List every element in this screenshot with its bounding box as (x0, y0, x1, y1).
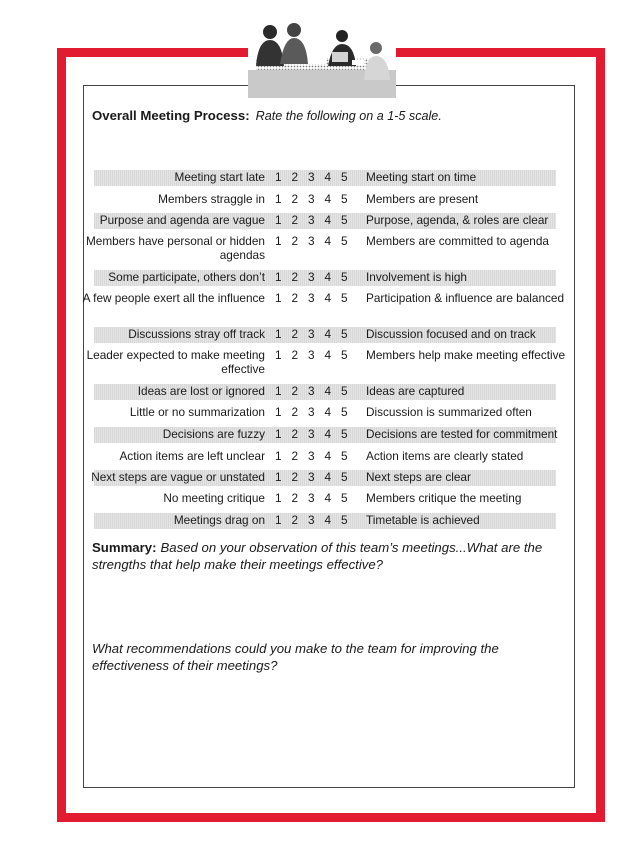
strengths-question: Based on your observation of this team’s meetings...What are the strengths that help make their meetings effective? (92, 540, 543, 572)
rating-option[interactable]: 2 (291, 513, 299, 527)
negative-statement: Next steps are vague or unstated (91, 470, 265, 484)
rating-option[interactable]: 4 (324, 405, 332, 419)
rating-option[interactable]: 5 (341, 384, 348, 398)
rating-scale (275, 384, 358, 398)
negative-statement: Purpose and agenda are vague (99, 213, 265, 227)
negative-statement: Some participate, others don’t (108, 270, 265, 284)
rating-option[interactable]: 3 (308, 270, 315, 284)
rating-option[interactable]: 4 (324, 213, 332, 227)
negative-statement: Members have personal or hidden agendas (85, 234, 265, 262)
rating-scale (275, 513, 358, 527)
rating-option[interactable]: 5 (341, 427, 348, 441)
rating-option[interactable]: 5 (341, 470, 348, 484)
rating-scale (275, 449, 358, 463)
rating-option[interactable]: 4 (324, 449, 332, 463)
rating-scale (275, 213, 358, 227)
rating-option[interactable]: 1 (275, 470, 282, 484)
rating-scale (275, 491, 358, 505)
rating-option[interactable]: 2 (291, 491, 299, 505)
rating-option[interactable]: 1 (275, 491, 282, 505)
rating-option[interactable]: 2 (291, 470, 299, 484)
rating-option[interactable]: 2 (291, 192, 299, 206)
rating-option[interactable]: 4 (324, 170, 332, 184)
rating-option[interactable]: 3 (308, 192, 315, 206)
rating-option[interactable]: 2 (291, 427, 299, 441)
rating-option[interactable]: 3 (308, 427, 315, 441)
rating-option[interactable]: 5 (341, 291, 348, 305)
rating-option[interactable]: 3 (308, 348, 315, 362)
positive-statement: Timetable is achieved (366, 513, 480, 527)
rating-option[interactable]: 4 (324, 491, 332, 505)
rating-option[interactable]: 1 (275, 513, 282, 527)
positive-statement: Action items are clearly stated (366, 449, 524, 463)
rating-option[interactable]: 1 (275, 234, 282, 248)
rating-scale (275, 270, 358, 284)
negative-statement: Discussions stray off track (128, 327, 265, 341)
rating-scale (275, 291, 358, 305)
rating-option[interactable]: 3 (308, 384, 315, 398)
rating-option[interactable]: 4 (324, 327, 332, 341)
rating-option[interactable]: 5 (341, 327, 348, 341)
rating-option[interactable]: 3 (308, 213, 315, 227)
rating-option[interactable]: 1 (275, 270, 282, 284)
rating-option[interactable]: 2 (291, 170, 299, 184)
recommendations-question: What recommendations could you make to the team for improving the effectiveness of their meetings? (92, 641, 499, 673)
rating-option[interactable]: 5 (341, 513, 348, 527)
rating-option[interactable]: 1 (275, 170, 282, 184)
rating-option[interactable]: 2 (291, 327, 299, 341)
rating-scale (275, 427, 358, 441)
rating-instruction: Rate the following on a 1-5 scale. (255, 109, 442, 123)
rating-option[interactable]: 4 (324, 513, 332, 527)
positive-statement: Next steps are clear (366, 470, 471, 484)
positive-statement: Members are committed to agenda (366, 234, 549, 248)
rating-option[interactable]: 2 (291, 449, 299, 463)
negative-statement: Meetings drag on (173, 513, 265, 527)
rating-option[interactable]: 1 (275, 405, 282, 419)
rating-option[interactable]: 5 (341, 192, 348, 206)
summary-block (92, 539, 562, 573)
rating-option[interactable]: 4 (324, 384, 332, 398)
rating-scale (275, 192, 358, 206)
rating-option[interactable]: 2 (291, 270, 299, 284)
rating-option[interactable]: 5 (341, 405, 348, 419)
positive-statement: Decisions are tested for commitment (366, 427, 558, 441)
rating-option[interactable]: 5 (341, 348, 348, 362)
negative-statement: No meeting critique (163, 491, 265, 505)
rating-option[interactable]: 3 (308, 327, 315, 341)
negative-statement: Little or no summarization (129, 405, 265, 419)
positive-statement: Purpose, agenda, & roles are clear (366, 213, 549, 227)
rating-scale (275, 405, 358, 419)
rating-option[interactable]: 2 (291, 348, 299, 362)
negative-statement: Ideas are lost or ignored (137, 384, 265, 398)
rating-option[interactable]: 3 (308, 170, 315, 184)
rating-option[interactable]: 1 (275, 348, 282, 362)
rating-option[interactable]: 5 (341, 270, 348, 284)
rating-option[interactable]: 1 (275, 449, 282, 463)
rating-option[interactable]: 4 (324, 234, 332, 248)
rating-option[interactable]: 4 (324, 427, 332, 441)
rating-option[interactable]: 2 (291, 291, 299, 305)
section-heading: Overall Meeting Process: (92, 108, 250, 123)
positive-statement: Members are present (366, 192, 479, 206)
negative-statement: Decisions are fuzzy (162, 427, 265, 441)
rating-option[interactable]: 1 (275, 384, 282, 398)
rating-option[interactable]: 2 (291, 405, 299, 419)
rating-option[interactable]: 2 (291, 213, 299, 227)
negative-statement: Members straggle in (158, 192, 265, 206)
rating-option[interactable]: 3 (308, 470, 315, 484)
negative-statement: A few people exert all the influence (82, 291, 265, 305)
rating-option[interactable]: 4 (324, 192, 332, 206)
rating-option[interactable]: 1 (275, 327, 282, 341)
rating-option[interactable]: 4 (324, 470, 332, 484)
rating-option[interactable]: 3 (308, 291, 315, 305)
rating-option[interactable]: 1 (275, 427, 282, 441)
positive-statement: Discussion focused and on track (366, 327, 536, 341)
negative-statement: Meeting start late (174, 170, 265, 184)
positive-statement: Discussion is summarized often (366, 405, 532, 419)
rating-option[interactable]: 3 (308, 405, 315, 419)
rating-option[interactable]: 5 (341, 234, 348, 248)
negative-statement: Leader expected to make meeting effective (86, 348, 265, 376)
rating-option[interactable]: 4 (324, 291, 332, 305)
positive-statement: Ideas are captured (366, 384, 465, 398)
positive-statement: Involvement is high (366, 270, 467, 284)
rating-option[interactable]: 1 (275, 291, 282, 305)
rating-scale (275, 170, 358, 184)
rating-option[interactable]: 5 (341, 449, 348, 463)
rating-option[interactable]: 2 (291, 234, 299, 248)
rating-option[interactable]: 5 (341, 213, 348, 227)
positive-statement: Members help make meeting effective (366, 348, 566, 362)
rating-option[interactable]: 4 (324, 270, 332, 284)
rating-scale (275, 348, 358, 362)
rating-option[interactable]: 4 (324, 348, 332, 362)
rating-option[interactable]: 3 (308, 234, 315, 248)
rating-option[interactable]: 1 (275, 192, 282, 206)
positive-statement: Meeting start on time (366, 170, 477, 184)
rating-option[interactable]: 5 (341, 491, 348, 505)
positive-statement: Members critique the meeting (366, 491, 522, 505)
negative-statement: Action items are left unclear (119, 449, 265, 463)
rating-option[interactable]: 3 (308, 513, 315, 527)
rating-option[interactable]: 2 (291, 384, 299, 398)
positive-statement: Participation & influence are balanced (366, 291, 565, 305)
rating-scale (275, 234, 358, 248)
rating-scale (275, 470, 358, 484)
rating-option[interactable]: 1 (275, 213, 282, 227)
summary-label: Summary: (92, 540, 157, 555)
rating-option[interactable]: 5 (341, 170, 348, 184)
rating-scale (275, 327, 358, 341)
rating-option[interactable]: 3 (308, 491, 315, 505)
rating-option[interactable]: 3 (308, 449, 315, 463)
